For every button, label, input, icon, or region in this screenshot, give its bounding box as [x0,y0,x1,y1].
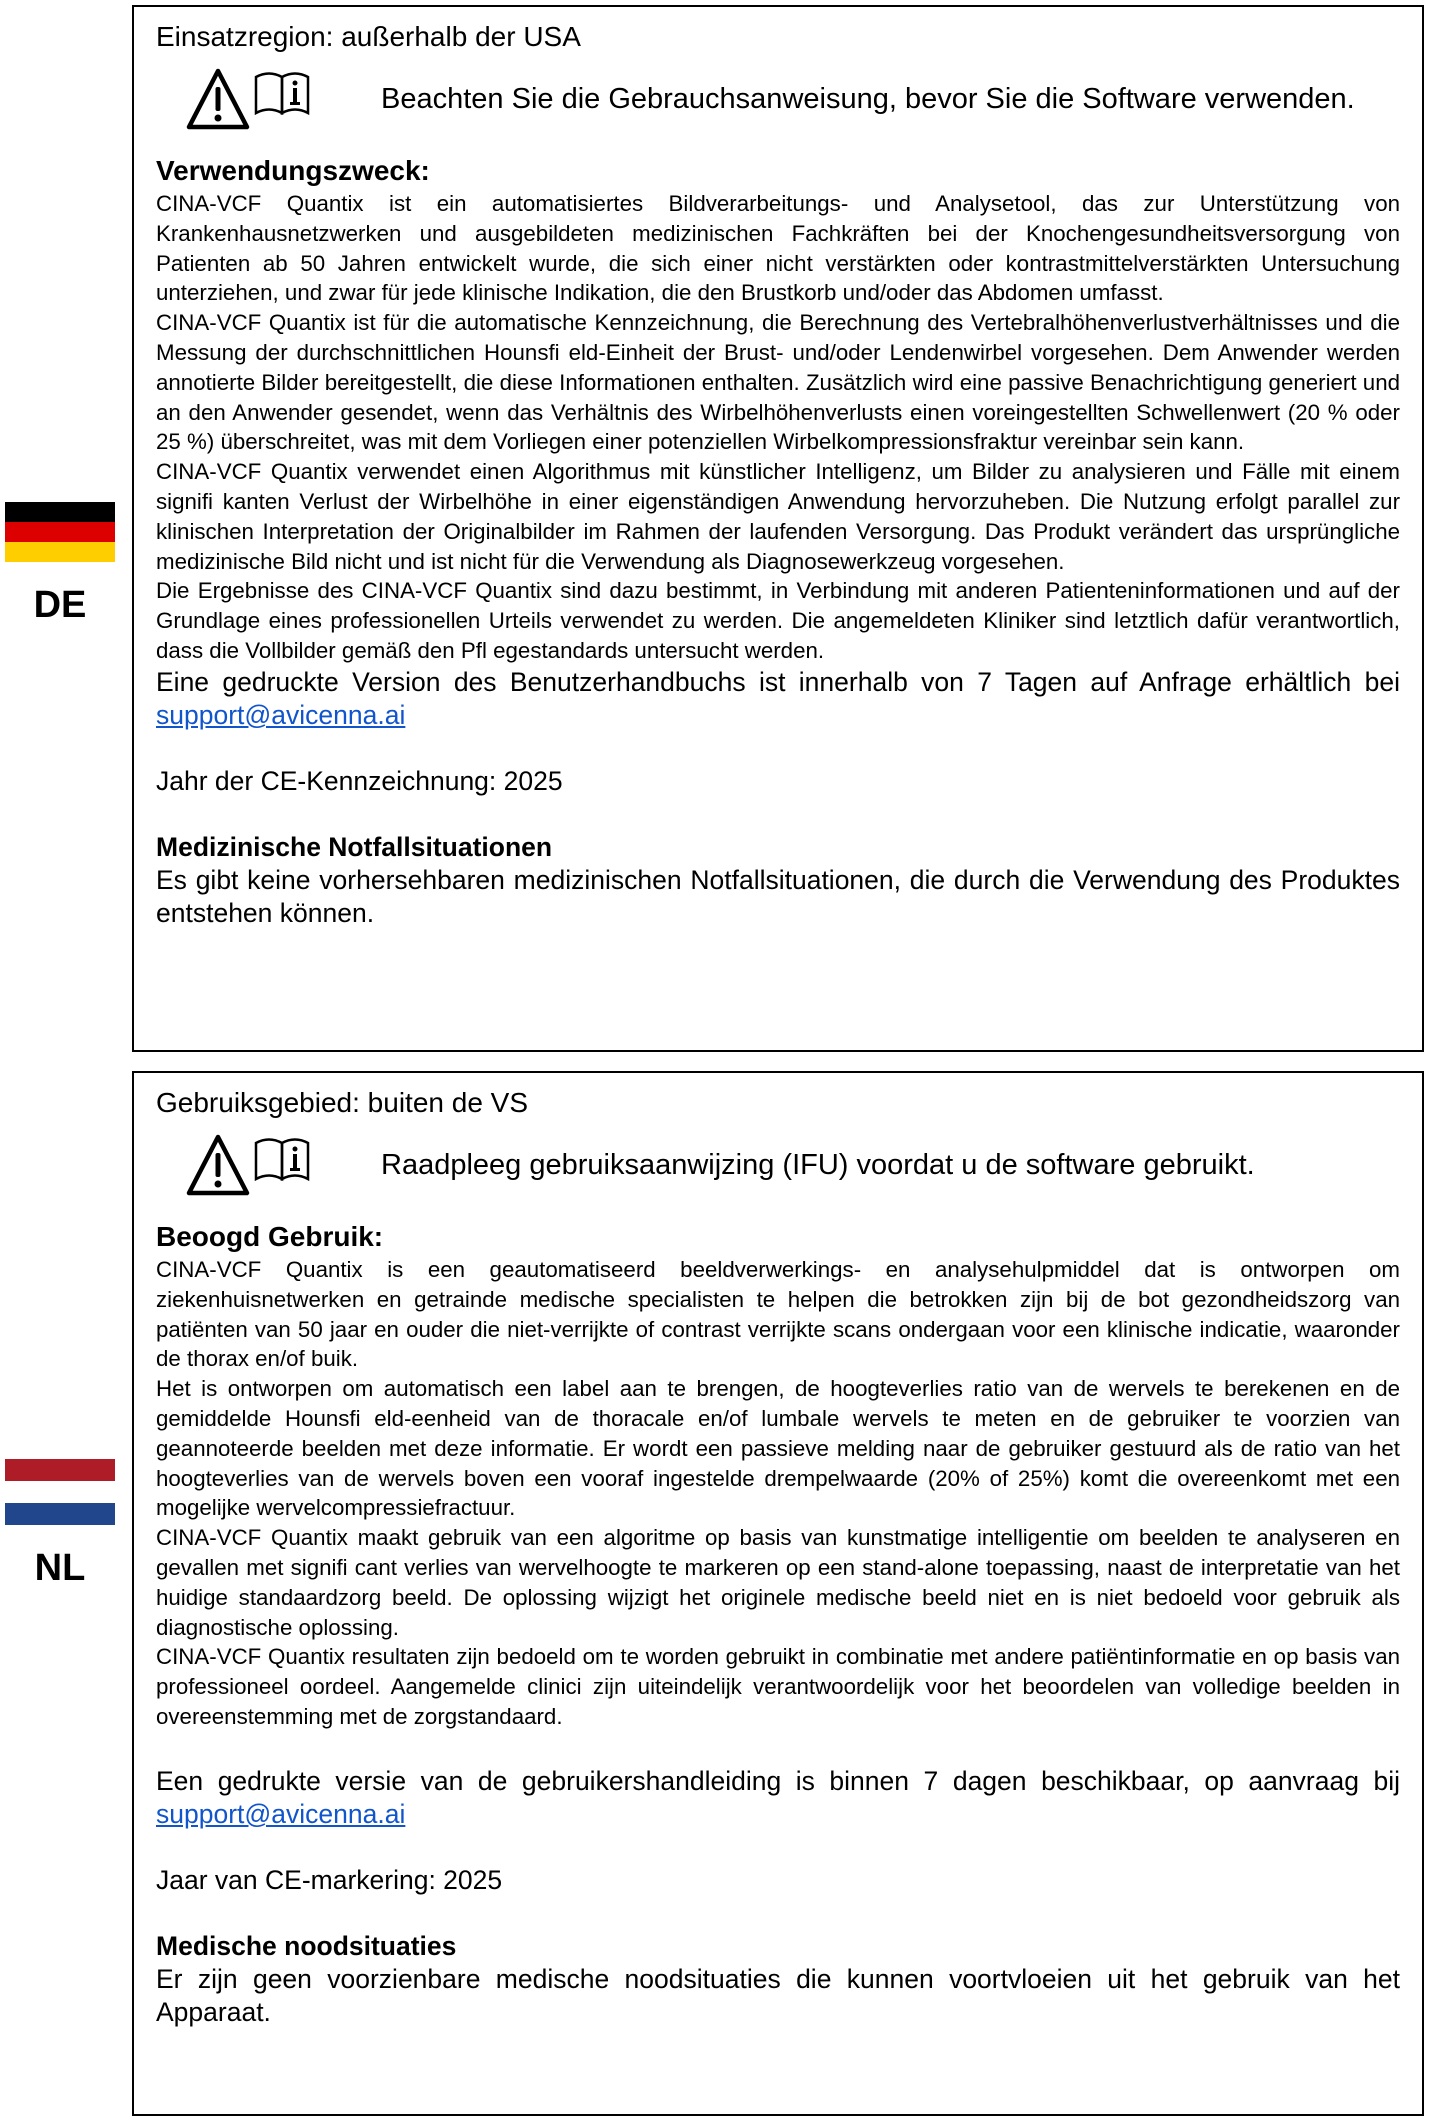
paragraph-nl-4: CINA-VCF Quantix resultaten zijn bedoeld om te worden gebruikt in combinatie met andere patiëntinformatie en op basis van professioneel oordeel. Aangemelde clinici zijn uiteindelijk verantwoordelijk voor het beoordelen van volledige beelden in overeenstemming met de zorgstandaard. [156,1644,1400,1729]
intended-use-heading-nl: Beoogd Gebruik: [156,1221,384,1252]
paragraph-de-2: CINA-VCF Quantix ist für die automatische Kennzeichnung, die Berechnung des Vertebralhöhenverlustverhältnisses und die Messung der durchschnittlichen Hounsfi eld-Einheit der Brust- und/oder Lendenwirbel vorgesehen. Dem Anwender werden annotierte Bilder bereitgestellt, die diese Informationen enthalten. Zusätzlich wird eine passive Benachrichtigung generiert und an den Anwender gesendet, wenn das Verhältnis des Wirbelhöhenverlusts einen voreingestellten Schwellenwert (20 % oder 25 %) überschreitet, was mit dem Vorliegen einer potenziellen Wirbelkompressionsfraktur vereinbar sein kann. [156,310,1400,455]
language-code-de: DE [33,584,87,626]
ce-year-de: Jahr der CE-Kennzeichnung: 2025 [156,765,563,796]
language-code-nl: NL [34,1547,86,1589]
warning-text-de: Beachten Sie die Gebrauchsanweisung, bevor Sie die Software verwenden. [381,83,1355,115]
flag-stripe [5,1481,115,1503]
paragraph-de-1: CINA-VCF Quantix ist ein automatisiertes Bildverarbeitungs- und Analysetool, das zur Unterstützung von Krankenhausnetzwerken und ausgebildeten medizinischen Fachkräften bei der Knochengesundheitsversorgung von Patienten ab 50 Jahren entwickelt wurde, die sich einer nicht verstärkten oder kontrastmittelverstärkten Untersuchung unterziehen, und zwar für jede klinische Indikation, die den Brustkorb und/oder das Abdomen umfasst. [156,191,1400,306]
warning-consult-ifu-icon [184,65,319,135]
paragraph-nl-1: CINA-VCF Quantix is een geautomatiseerd beeldverwerkings- en analysehulpmiddel dat is ontworpen om ziekenhuisnetwerken en getrainde medische specialisten te helpen die betrokken zijn bij de bot gezondheidszorg van patiënten van 50 jaar en ouder die niet-verrijkte of contrast verrijkte scans ondergaan voor een klinische indicatie, waaronder de thorax en/of buik. [156,1257,1400,1372]
region-nl: Gebruiksgebied: buiten de VS [156,1087,529,1118]
emergency-heading-nl: Medische noodsituaties [156,1930,457,1961]
warning-row-nl [156,1131,1400,1207]
emergency-text-nl: Er zijn geen voorzienbare medische noodsituaties die kunnen voortvloeien uit het gebruik van het Apparaat. [156,1963,1400,2027]
support-email-link-nl[interactable]: support@avicenna.ai [156,1798,406,1829]
flag-de [5,502,115,627]
emergency-text-de: Es gibt keine vorhersehbaren medizinischen Notfallsituationen, die durch die Verwendung des Produktes entstehen können. [156,864,1400,928]
flag-stripe [5,542,115,562]
support-email-link-de[interactable]: support@avicenna.ai [156,699,406,730]
printed-version-text-nl: Een gedrukte versie van de gebruikershandleiding is binnen 7 dagen beschikbaar, op aanvraag bij [156,1765,1400,1796]
emergency-heading-de: Medizinische Notfallsituationen [156,831,553,862]
flag-stripe [5,522,115,542]
paragraph-de-4: Die Ergebnisse des CINA-VCF Quantix sind dazu bestimmt, in Verbindung mit anderen Patienteninformationen und auf der Grundlage eines professionellen Urteils verwendet zu werden. Die angemeldeten Kliniker sind letztlich dafür verantwortlich, dass die Vollbilder gemäß den Pfl egestandards untersucht werden. [156,578,1400,663]
intended-use-heading-de: Verwendungszweck: [156,155,430,186]
paragraph-nl-2: Het is ontworpen om automatisch een label aan te brengen, de hoogteverlies ratio van de wervels te berekenen en de gemiddelde Hounsfi eld-eenheid van de thoracale en/of lumbale wervels te meten en de gebruiker te voorzien van geannoteerde beelden met deze informatie. Er wordt een passieve melding naar de gebruiker gestuurd als de ratio van het hoogteverlies van de wervels boven een vooraf ingestelde drempelwaarde (20% of 25%) komt die overeenkomt met een mogelijke wervelcompressiefractuur. [156,1376,1400,1521]
flag-stripe [5,502,115,522]
flag-stripe [5,1459,115,1481]
panel-nl [132,1071,1424,2116]
paragraph-de-3: CINA-VCF Quantix verwendet einen Algorithmus mit künstlicher Intelligenz, um Bilder zu analysieren und Fälle mit einem signifi kanten Verlust der Wirbelhöhe in einer eigenständigen Anwendung hervorzuheben. Die Nutzung erfolgt parallel zur klinischen Interpretation der Originalbilder im Rahmen der laufenden Versorgung. Das Produkt verändert das ursprüngliche medizinische Bild nicht und ist nicht für die Verwendung als Diagnosewerkzeug vorgesehen. [156,459,1400,574]
paragraph-nl-3: CINA-VCF Quantix maakt gebruik van een algoritme op basis van kunstmatige intelligentie om beelden te analyseren en gevallen met signifi cant verlies van wervelhoogte te markeren op een stand-alone toepassing, naast de interpretatie van het huidige standaardzorg beeld. De oplossing wijzigt het originele medische beeld niet en is niet bedoeld voor gebruik als diagnostische oplossing. [156,1525,1400,1640]
printed-version-text-de: Eine gedruckte Version des Benutzerhandbuchs ist innerhalb von 7 Tagen auf Anfrage erhältlich bei [156,666,1400,697]
warning-text-nl: Raadpleeg gebruiksaanwijzing (IFU) voordat u de software gebruikt. [381,1149,1255,1181]
warning-row-de [156,65,1400,141]
region-de: Einsatzregion: außerhalb der USA [156,21,581,52]
printed-version-de [156,666,1400,732]
flag-stripe [5,1503,115,1525]
flag-nl [5,1459,115,1590]
ce-year-nl: Jaar van CE-markering: 2025 [156,1864,503,1895]
panel-de [132,5,1424,1052]
printed-version-nl [156,1765,1400,1831]
warning-consult-ifu-icon [184,1131,319,1201]
